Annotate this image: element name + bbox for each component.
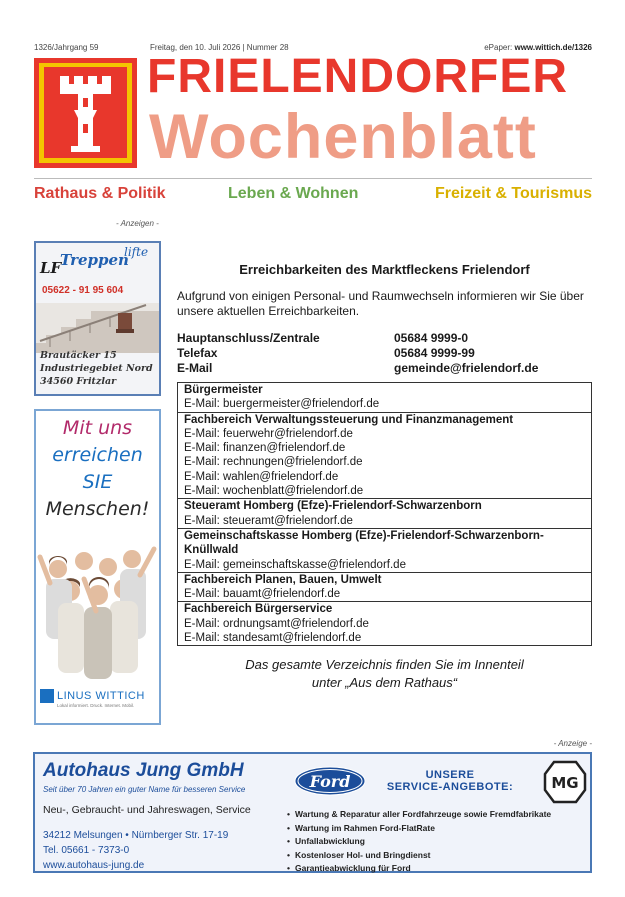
contact-label: E-Mail (177, 361, 213, 375)
directory-heading: Fachbereich Bürgerservice (184, 603, 333, 616)
ad-lf-address-line: Industriegebiet Nord (40, 363, 153, 374)
directory-heading: Gemeinschaftskasse Homberg (Efze)-Frielendorf-Schwarzenborn-Knüllwald (184, 529, 544, 557)
ad-linus-wittich[interactable] (34, 409, 161, 725)
directory-email[interactable]: E-Mail: wochenblatt@frielendorf.de (184, 485, 364, 498)
linus-wittich-tagline: Lokal informiert. Druck. Internet. Mobil. (57, 703, 135, 708)
ad-autohaus-jung[interactable] (33, 752, 592, 873)
epaper-label: ePaper: (484, 43, 513, 52)
ad-aj-service-list (287, 808, 551, 876)
ad-lf-phone: 05622 - 91 95 604 (42, 285, 124, 296)
service-item: • Garantieabwicklung für Ford (287, 862, 551, 876)
directory-block (178, 413, 591, 500)
ad-lf-lifte: lifte (124, 245, 149, 259)
section-nav (34, 185, 592, 207)
ad-aj-name: Autohaus Jung GmbH (43, 760, 244, 781)
service-item: • Kostenloser Hol- und Bringdienst (287, 849, 551, 863)
contact-label: Hauptanschluss/Zentrale (177, 331, 320, 345)
directory-email[interactable]: E-Mail: bauamt@frielendorf.de (184, 588, 341, 601)
directory-heading: Fachbereich Planen, Bauen, Umwelt (184, 573, 382, 586)
coat-of-arms-icon (34, 58, 137, 168)
contact-value: 05684 9999-0 (394, 331, 469, 345)
ford-logo-text: Ford (309, 772, 351, 791)
ad-aj-cars: Neu-, Gebraucht- und Jahreswagen, Service (43, 804, 251, 816)
directory-block (178, 573, 591, 603)
contact-table (177, 331, 592, 376)
masthead-title-line2: Wochenblatt (149, 102, 537, 172)
stairlift-image (36, 303, 159, 353)
ad-lf-logo: LF (40, 259, 62, 277)
ad-lf-address-line: 34560 Fritzlar (40, 376, 117, 387)
directory-block (178, 602, 591, 645)
ad-aj-contact (43, 828, 228, 873)
ad-lf-address (40, 349, 153, 388)
directory-block (178, 499, 591, 529)
contact-email-link[interactable]: gemeinde@frielendorf.de (394, 361, 539, 375)
ad-treppenlifte[interactable] (34, 241, 161, 396)
contact-row (177, 331, 592, 346)
article-title: Erreichbarkeiten des Marktfleckens Frielendorf (239, 262, 530, 277)
ads-label: - Anzeigen - (116, 219, 159, 228)
masthead-title-line1: FRIELENDORFER (147, 50, 568, 103)
epaper-url[interactable]: www.wittich.de/1326 (514, 43, 592, 52)
mg-logo-text: MG (551, 774, 579, 792)
ad-lf-address-line: Brautäcker 15 (40, 350, 117, 361)
closing-line: unter „Aus dem Rathaus“ (311, 675, 458, 691)
ad-aj-since: Seit über 70 Jahren ein guter Name für besseren Service (43, 785, 246, 794)
linus-wittich-logo-icon (40, 689, 54, 703)
people-group-image (36, 539, 159, 679)
contact-row (177, 346, 592, 361)
contact-label: Telefax (177, 346, 218, 360)
ad-lw-slogan (36, 415, 159, 523)
article-closing (177, 656, 592, 692)
directory-block (178, 529, 591, 573)
section-rathaus-politik[interactable]: Rathaus & Politik (34, 185, 166, 202)
directory-heading: Steueramt Homberg (Efze)-Frielendorf-Schwarzenborn (184, 500, 482, 513)
directory-block (178, 383, 591, 413)
article-intro: Aufgrund von einigen Personal- und Raumwechseln informieren wir Sie über unsere aktuellen Erreichbarkeiten. (177, 289, 584, 318)
directory-email[interactable]: E-Mail: finanzen@frielendorf.de (184, 442, 346, 455)
directory-email[interactable]: E-Mail: standesamt@frielendorf.de (184, 632, 362, 645)
contact-value: 05684 9999-99 (394, 346, 475, 360)
directory-heading: Bürgermeister (184, 384, 263, 396)
directory-email[interactable]: E-Mail: feuerwehr@frielendorf.de (184, 427, 353, 440)
contact-row (177, 361, 592, 376)
ad-aj-service-title (375, 769, 525, 793)
ad-aj-address: 34212 Melsungen • Nürnberger Str. 17-19 (43, 830, 229, 841)
ad-aj-web[interactable]: www.autohaus-jung.de (43, 860, 145, 871)
linus-wittich-name: LINUS WITTICH (57, 690, 145, 702)
ad-lw-slogan-line: Mit uns (62, 417, 133, 439)
service-title-line: SERVICE-ANGEBOTE: (386, 781, 514, 793)
directory-email[interactable]: E-Mail: buergermeister@frielendorf.de (184, 398, 380, 411)
ad-lw-slogan-line: Menschen! (45, 498, 150, 520)
ad-label: - Anzeige - (553, 739, 592, 748)
section-freizeit-tourismus[interactable]: Freizeit & Tourismus (434, 185, 592, 202)
service-item: • Wartung & Reparatur aller Fordfahrzeuge sowie Fremdfabrikate (287, 808, 551, 822)
ford-logo-icon (294, 766, 366, 796)
service-item: • Wartung im Rahmen Ford-FlatRate (287, 822, 551, 836)
directory-email[interactable]: E-Mail: rechnungen@frielendorf.de (184, 456, 363, 469)
directory-email[interactable]: E-Mail: steueramt@frielendorf.de (184, 514, 353, 527)
masthead-divider (34, 178, 592, 179)
directory-email[interactable]: E-Mail: wahlen@frielendorf.de (184, 470, 339, 483)
directory-email[interactable]: E-Mail: gemeinschaftskasse@frielendorf.de (184, 558, 406, 571)
directory-email[interactable]: E-Mail: ordnungsamt@frielendorf.de (184, 617, 369, 630)
ad-lw-slogan-line: erreichen (52, 444, 143, 466)
service-title-line: UNSERE (425, 769, 475, 781)
service-item: • Unfallabwicklung (287, 835, 551, 849)
issue-number: 1326/Jahrgang 59 (34, 43, 99, 52)
ad-aj-phone: Tel. 05661 - 7373-0 (43, 845, 130, 856)
directory-heading: Fachbereich Verwaltungssteuerung und Finanzmanagement (184, 413, 514, 426)
article-erreichbarkeiten (177, 262, 592, 692)
ad-lf-treppen: Treppen (60, 251, 129, 269)
email-directory (177, 382, 592, 646)
section-leben-wohnen[interactable]: Leben & Wohnen (228, 185, 359, 202)
issue-date: Freitag, den 10. Juli 2026 | Nummer 28 (150, 43, 289, 52)
linus-wittich-logo (40, 689, 145, 708)
mg-logo-icon (543, 760, 587, 804)
ad-lw-slogan-line: SIE (82, 471, 113, 493)
closing-line: Das gesamte Verzeichnis finden Sie im Innenteil (245, 657, 524, 673)
